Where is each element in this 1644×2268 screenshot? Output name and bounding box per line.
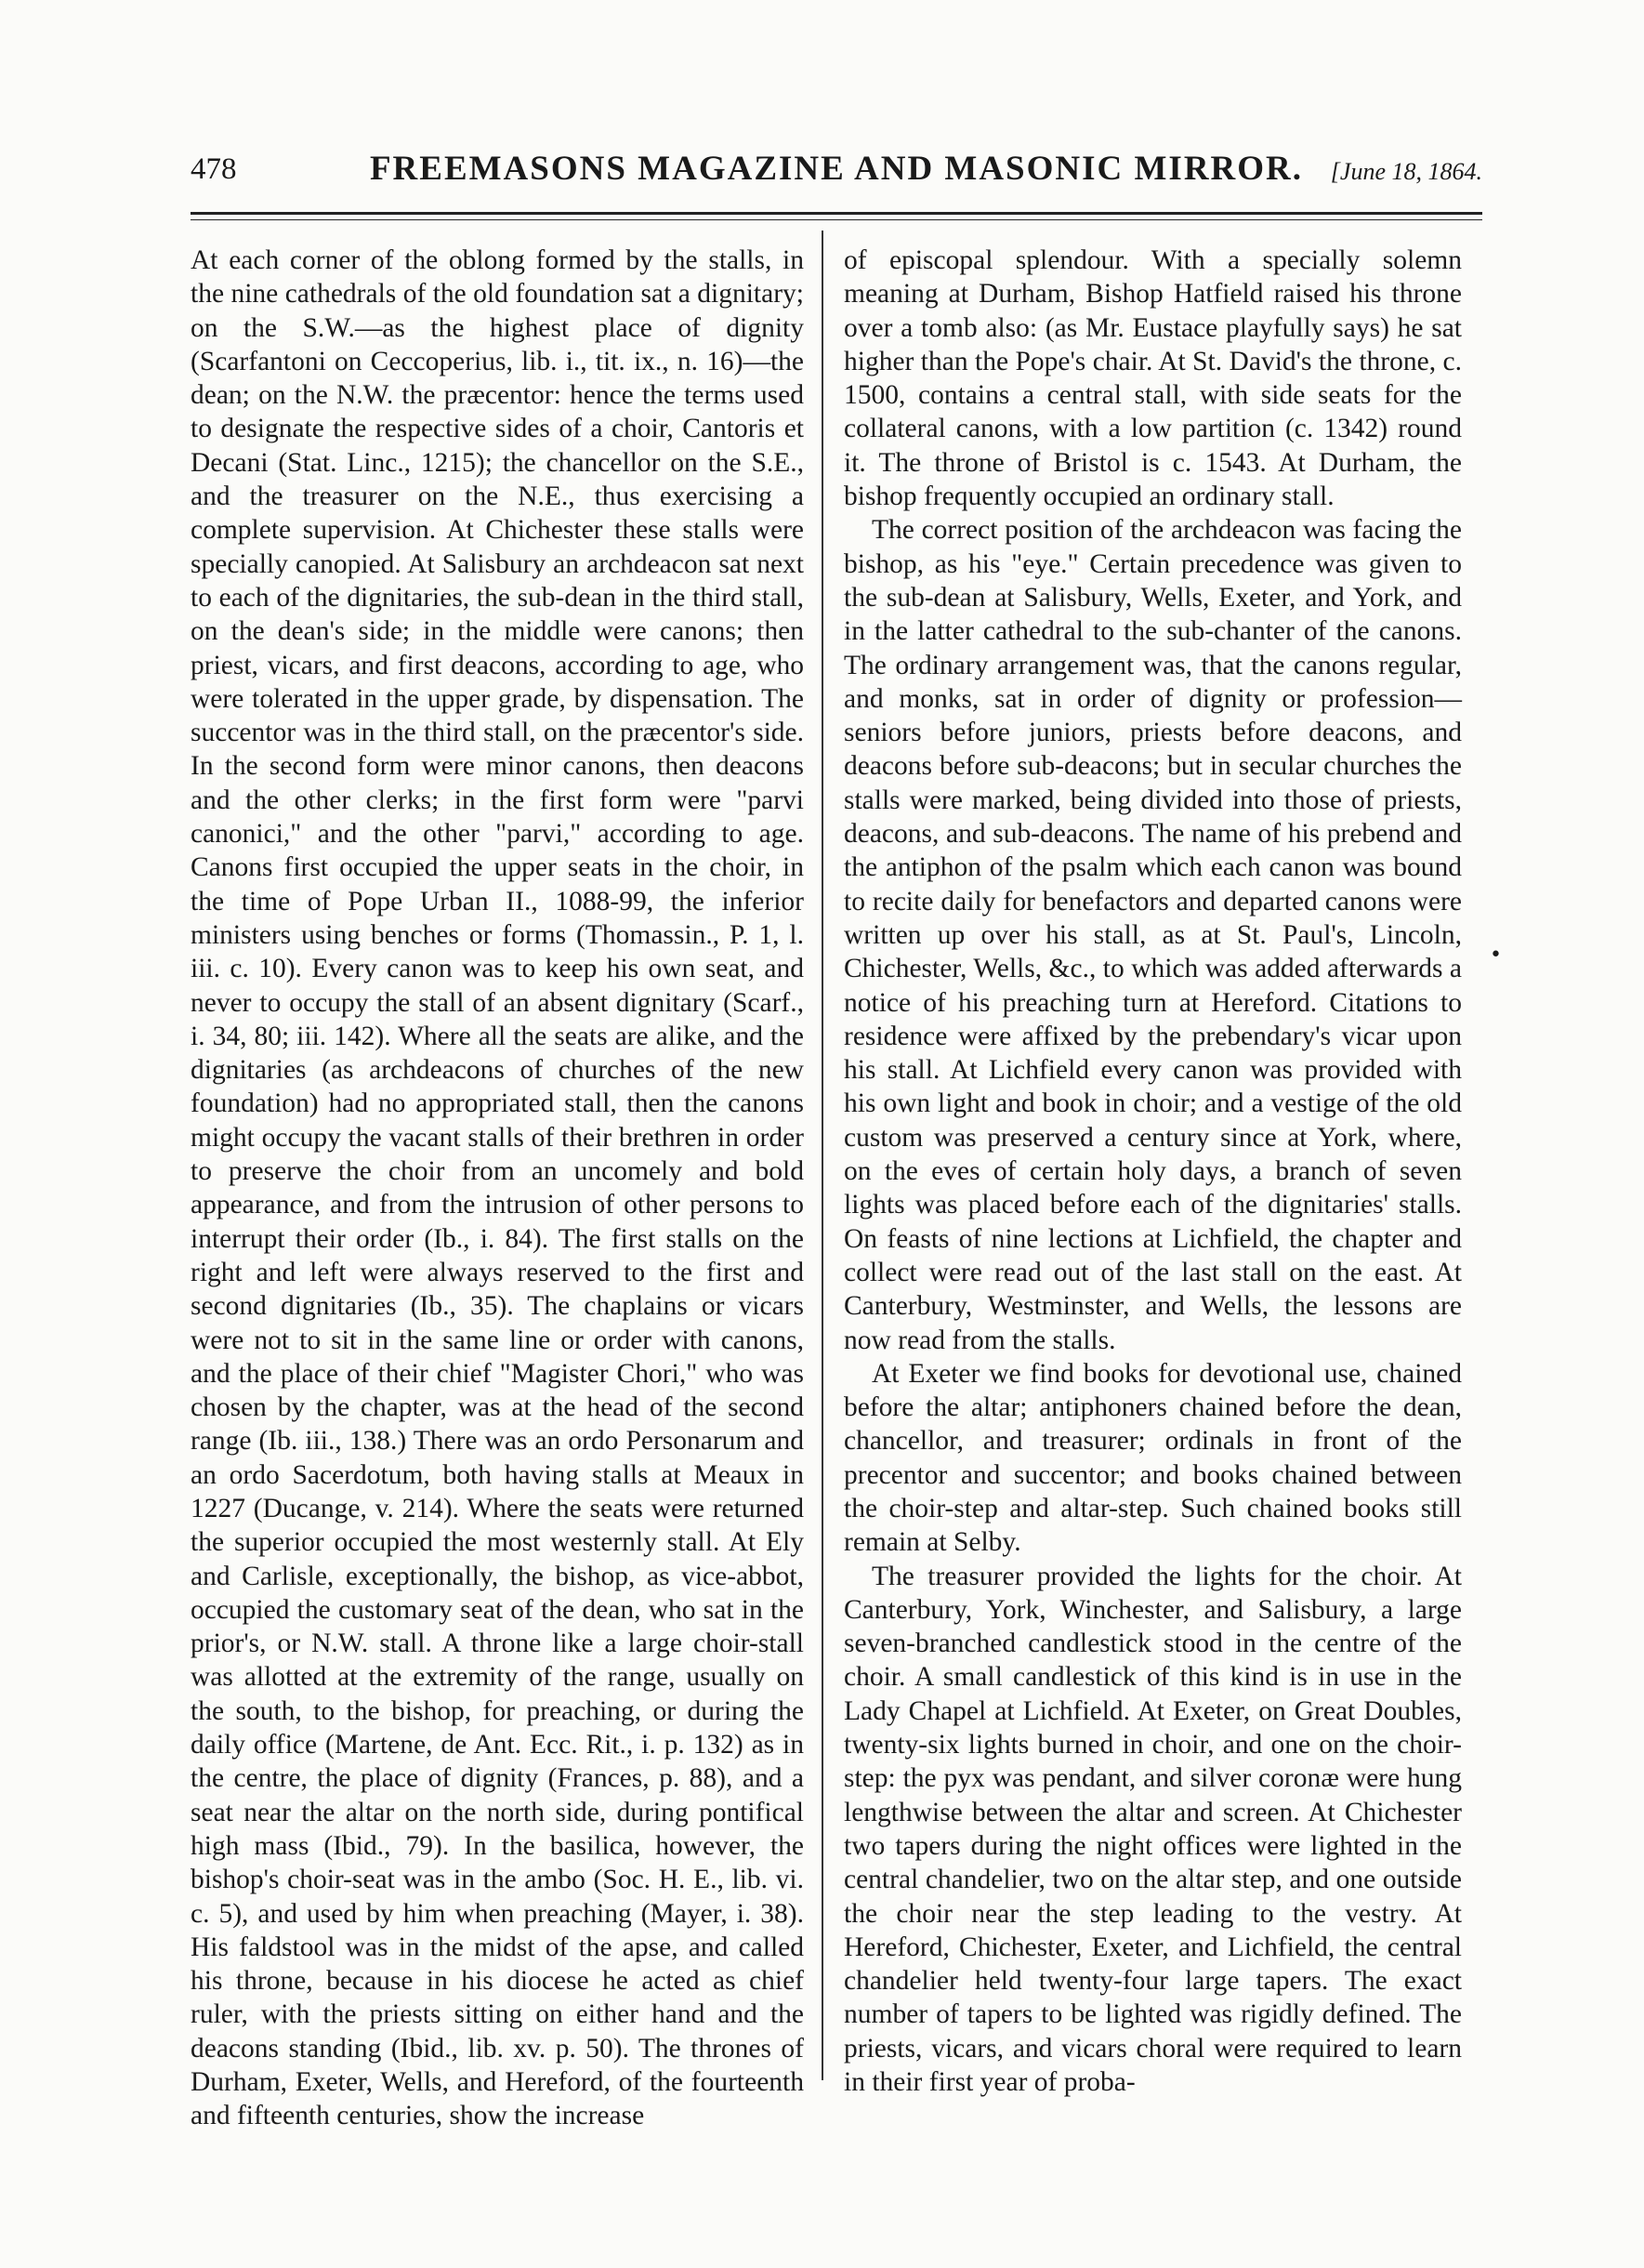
right-column: [844, 244, 1462, 2099]
issue-date: [June 18, 1864.: [1330, 158, 1482, 185]
column-divider: [822, 231, 823, 2080]
header-rule-thin: [191, 219, 1482, 220]
page-number: 478: [191, 152, 237, 186]
page-header: [191, 149, 1482, 195]
masthead-title: FREEMASONS MAGAZINE AND MASONIC MIRROR.: [369, 150, 1304, 188]
right-paragraph-4: The treasurer provided the lights for the choir. At Canterbury, York, Winchester, and Salisbury, a large seven-branched candlestick stood in the centre of the choir. A small candlestick of this kind is in use in the Lady Chapel at Lichfield. At Exeter, on Great Doubles, twenty-six lights burned in choir, and one on the choir-step: the pyx was pendant, and silver coronæ were hung lengthwise between the altar and screen. At Chichester two tapers during the night offices were lighted in the central chandelier, two on the altar step, and one outside the choir near the step leading to the vestry. At Hereford, Chichester, Exeter, and Lichfield, the central chandelier held twenty-four large tapers. The exact number of tapers to be lighted was rigidly defined. The priests, vicars, and vicars choral were required to learn in their first year of proba-: [844, 1561, 1462, 2098]
right-paragraph-2: The correct position of the archdeacon was facing the bishop, as his "eye." Certain precedence was given to the sub-dean at Salisbury, Wells, Exeter, and York, and in the latter cathedral to the sub-chanter of the canons. The ordinary arrangement was, that the canons regular, and monks, sat in order of dignity or profession—seniors before juniors, priests before deacons, and deacons before sub-deacons; but in secular churches the stalls were marked, being divided into those of priests, deacons, and sub-deacons. The name of his prebend and the antiphon of the psalm which each canon was bound to recite daily for benefactors and departed canons were written up over his stall, as at St. Paul's, Lincoln, Chichester, Wells, &c., to which was added afterwards a notice of his preaching turn at Hereford. Citations to residence were affixed by the prebendary's vicar upon his stall. At Lichfield every canon was provided with his own light and book in choir; and a vestige of the old custom was preserved a century since at York, where, on the eves of certain holy days, a branch of seven lights was placed before each of the dignitaries' stalls. On feasts of nine lections at Lichfield, the chapter and collect were read out of the last stall on the east. At Canterbury, Westminster, and Wells, the lessons are now read from the stalls.: [844, 515, 1462, 1355]
margin-dot: •: [1490, 943, 1502, 967]
right-paragraph-1: of episcopal splendour. With a specially solemn meaning at Durham, Bishop Hatfield raised his throne over a tomb also: (as Mr. Eustace playfully says) he sat higher than the Pope's chair. At St. David's the throne, c. 1500, contains a central stall, with side seats for the collateral canons, with a low partition (c. 1342) round it. The throne of Bristol is c. 1543. At Durham, the bishop frequently occupied an ordinary stall.: [844, 245, 1462, 512]
right-paragraph-3: At Exeter we find books for devotional use, chained before the altar; antiphoners chained before the dean, chancellor, and treasurer; ordinals in front of the precentor and succentor; and books chained between the choir-step and altar-step. Such chained books still remain at Selby.: [844, 1358, 1462, 1558]
header-rule-thick: [191, 212, 1482, 215]
left-column: [191, 244, 804, 2133]
left-paragraph-1: At each corner of the oblong formed by the stalls, in the nine cathedrals of the old foundation sat a dignitary; on the S.W.—as the highest place of dignity (Scarfantoni on Ceccoperius, lib. i., tit. ix., n. 16)—the dean; on the N.W. the præcentor: hence the terms used to designate the respective sides of a choir, Cantoris et Decani (Stat. Linc., 1215); the chancellor on the S.E., and the treasurer on the N.E., thus exercising a complete supervision. At Chichester these stalls were specially canopied. At Salisbury an archdeacon sat next to each of the dignitaries, the sub-dean in the third stall, on the dean's side; in the middle were canons; then priest, vicars, and first deacons, according to age, who were tolerated in the upper grade, by dispensation. The succentor was in the third stall, on the præcentor's side. In the second form were minor canons, then deacons and the other clerks; in the first form were "parvi canonici," and the other "parvi," according to age. Canons first occupied the upper seats in the choir, in the time of Pope Urban II., 1088-99, the inferior ministers using benches or forms (Thomassin., P. 1, l. iii. c. 10). Every canon was to keep his own seat, and never to occupy the stall of an absent dignitary (Scarf., i. 34, 80; iii. 142). Where all the seats are alike, and the dignitaries (as archdeacons of churches of the new foundation) had no appropriated stall, then the canons might occupy the vacant stalls of their brethren in order to preserve the choir from an uncomely and bold appearance, and from the intrusion of other persons to interrupt their order (Ib., i. 84). The first stalls on the right and left were always reserved to the first and second dignitaries (Ib., 35). The chaplains or vicars were not to sit in the same line or order with canons, and the place of their chief "Magister Chori," who was chosen by the chapter, was at the head of the second range (Ib. iii., 138.) There was an ordo Personarum and an ordo Sacerdotum, both having stalls at Meaux in 1227 (Ducange, v. 214). Where the seats were returned the superior occupied the most westernly stall. At Ely and Carlisle, exceptionally, the bishop, as vice-abbot, occupied the customary seat of the dean, who sat in the prior's, or N.W. stall. A throne like a large choir-stall was allotted at the extremity of the range, usually on the south, to the bishop, for preaching, or during the daily office (Martene, de Ant. Ecc. Rit., i. p. 132) as in the centre, the place of dignity (Frances, p. 88), and a seat near the altar on the north side, during pontifical high mass (Ibid., 79). In the basilica, however, the bishop's choir-seat was in the ambo (Soc. H. E., lib. vi. c. 5), and used by him when preaching (Mayer, i. 38). His faldstool was in the midst of the apse, and called his throne, because in his diocese he acted as chief ruler, with the priests sitting on either hand and the deacons standing (Ibid., lib. xv. p. 50). The thrones of Durham, Exeter, Wells, and Hereford, of the fourteenth and fifteenth centuries, show the increase: [191, 245, 804, 2131]
